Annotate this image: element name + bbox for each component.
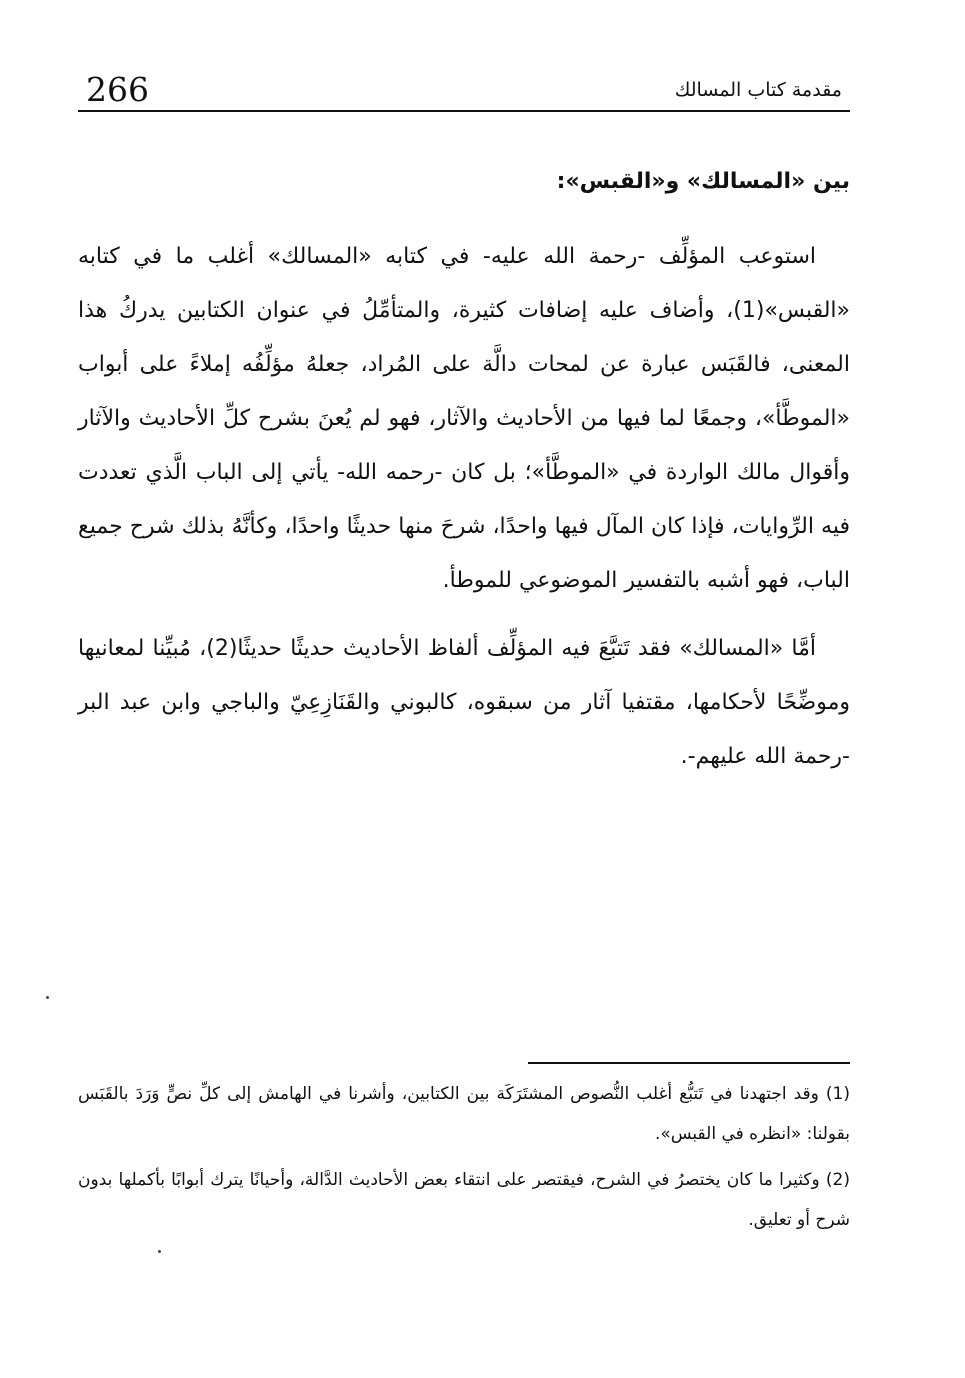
page-number: 266 [86, 70, 149, 109]
section-heading: بين «المسالك» و«القبس»: [556, 169, 850, 194]
scan-speck [158, 1250, 161, 1253]
running-header [78, 70, 850, 112]
footnote: (1) وقد اجتهدنا في تَتبُّع أغلب النُّصوص المشتَرَكَة بين الكتابين، وأشرنا في الهامش إلى كلِّ نصٍّ وَرَدَ بالقَبَس بقولنا: «انظره في القبس». [78, 1084, 850, 1144]
header-title: مقدمة كتاب المسالك [674, 79, 842, 101]
paragraph: أمَّا «المسالك» فقد تَتبَّعَ فيه المؤلِّف ألفاظ الأحاديث حديثًا حديثًا(2)، مُبيِّنا لمعانيها وموضِّحًا لأحكامها، مقتفيا آثار من سبقوه، كالبوني والقَنَازِعِيّ والباجي وابن عبد البر -رحمة الله عليهم-. [78, 636, 850, 769]
footnote-separator [528, 1062, 850, 1064]
footnotes [78, 1074, 850, 1246]
footnote: (2) وكثيرا ما كان يختصرُ في الشرح، فيقتصر على انتقاء بعض الأحاديث الدَّالة، وأحيانًا يترك أبوابًا بأكملها بدون شرح أو تعليق. [78, 1170, 850, 1230]
scan-speck [46, 996, 49, 999]
main-text [78, 160, 850, 798]
paragraph: استوعب المؤلِّف -رحمة الله عليه- في كتابه «المسالك» أغلب ما في كتابه «القبس»(1)، وأضاف عليه إضافات كثيرة، والمتأمِّلُ في عنوان الكتابين يدركُ هذا المعنى، فالقَبَس عبارة عن لمحات دالَّة على المُراد، جعلهُ مؤلِّفُه إملاءً على أبواب «الموطَّأ»، وجمعًا لما فيها من الأحاديث والآثار، فهو لم يُعنَ بشرح كلِّ الأحاديث والآثار وأقوال مالك الواردة في «الموطَّأ»؛ بل كان -رحمه الله- يأتي إلى الباب الَّذي تعددت فيه الرِّوايات، فإذا كان المآل فيها واحدًا، شرحَ منها حديثًا واحدًا، وكأنَّهُ بذلك شرح جميع الباب، فهو أشبه بالتفسير الموضوعي للموطأ. [78, 244, 850, 593]
